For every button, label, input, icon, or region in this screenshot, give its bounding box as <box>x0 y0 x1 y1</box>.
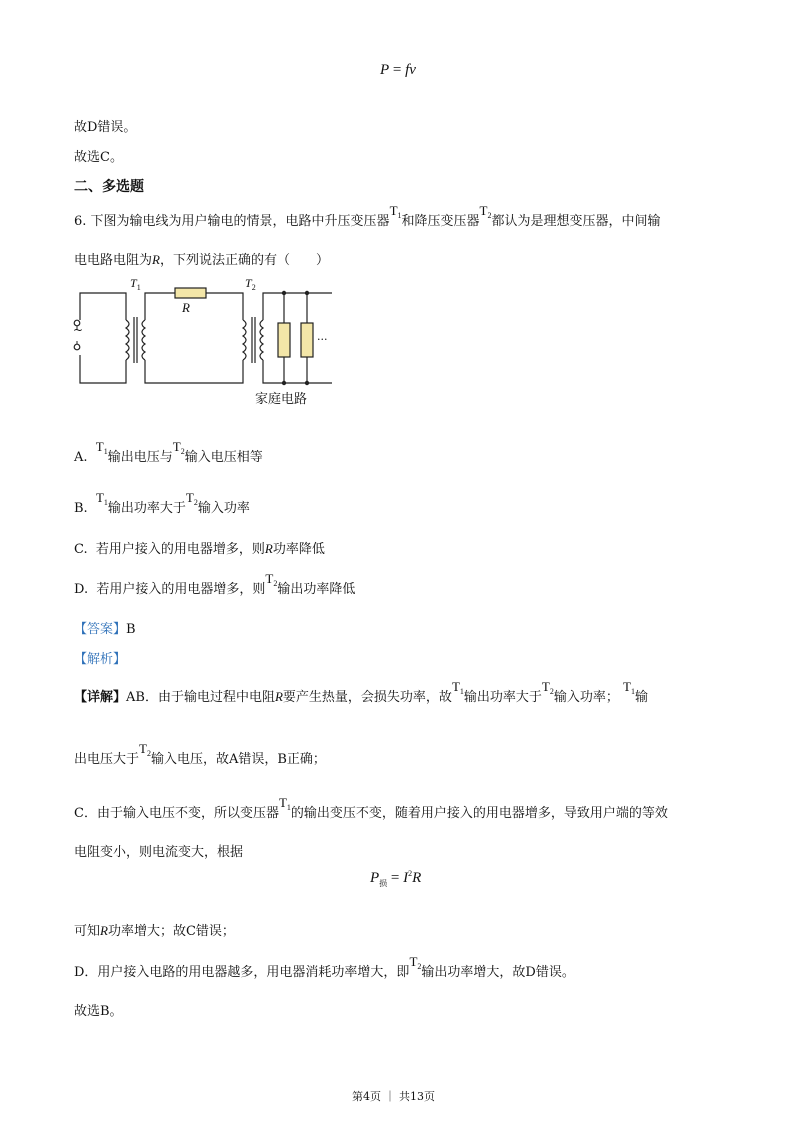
answer-value: B <box>126 622 136 637</box>
page-footer: 第4页 ｜ 共13页 <box>352 1090 435 1103</box>
option-b-t2: $T_2$ <box>185 490 198 507</box>
line-choose-c: 故选C。 <box>74 150 123 165</box>
figure-ac-symbol: ~ <box>73 323 84 337</box>
option-a: A. $T_1$输出电压与$T_2$输入电压相等 <box>74 439 263 465</box>
option-d: D. 若用户接入的用电器增多，则$T_2$输出功率降低 <box>74 571 356 597</box>
option-b: B. $T_1$输出功率大于$T_2$输入功率 <box>74 490 250 516</box>
detail-line-1: 【详解】AB．由于输电过程中电阻R要产生热量，会损失功率，故$T_1$输出功率大于$T_2$输入功率； $T_1$输 <box>74 679 648 705</box>
circuit-diagram <box>70 275 340 405</box>
formula-p-fv <box>380 62 416 79</box>
figure-label-t1: $T_1$ <box>130 276 141 292</box>
t1-symbol: $T_1$ <box>389 203 402 220</box>
analysis-tag: 【解析】 <box>74 652 127 667</box>
question-line-1 <box>74 203 661 229</box>
detail-line-2: 出电压大于$T_2$输入电压，故A错误，B正确； <box>74 741 326 767</box>
detail-line-4: 电阻变小，则电流变大，根据 <box>74 845 244 860</box>
formula-p-loss: $P_损 = I^2R$ <box>370 869 422 888</box>
t2-symbol: $T_2$ <box>479 203 492 220</box>
figure-label-dots: ... <box>317 330 328 343</box>
detail-line-5: 可知R功率增大；故C错误； <box>74 923 235 939</box>
section-title: 二、多选题 <box>74 179 144 195</box>
option-a-t2: $T_2$ <box>172 439 185 456</box>
option-a-t1: $T_1$ <box>95 439 108 456</box>
line-d-wrong: 故D错误。 <box>74 120 137 135</box>
detail-line-6: D．用户接入电路的用电器越多，用电器消耗功率增大，即$T_2$输出功率增大，故D错误。 <box>74 954 575 980</box>
answer-tag: 【答案】 <box>74 622 127 637</box>
figure-label-r: R <box>182 300 190 315</box>
formula-rhs: fv <box>405 62 416 78</box>
question-text-b: 和降压变压器 <box>401 214 480 229</box>
question-line-2: 电电路电阻为R，下列说法正确的有（ ） <box>74 252 329 268</box>
question-number: 6. <box>74 214 87 229</box>
option-d-t2: $T_2$ <box>265 571 278 588</box>
figure-label-t2: $T_2$ <box>245 276 256 292</box>
option-c: C. 若用户接入的用电器增多，则R功率降低 <box>74 541 325 557</box>
detail-line-7: 故选B。 <box>74 1004 123 1019</box>
figure-caption: 家庭电路 <box>255 392 308 407</box>
question-text-a: 下图为输电线为用户输电的情景，电路中升压变压器 <box>90 214 390 229</box>
formula-eq: = <box>389 62 406 78</box>
detail-tag: 【详解】 <box>74 690 127 705</box>
detail-line-3: C．由于输入电压不变，所以变压器$T_1$的输出变压不变，随着用户接入的用电器增多，导致用户端的等效 <box>74 795 668 821</box>
question-text-c: 都认为是理想变压器，中间输 <box>491 214 661 229</box>
option-b-t1: $T_1$ <box>95 490 108 507</box>
formula-lhs: P <box>380 62 390 78</box>
answer-line <box>74 618 136 637</box>
